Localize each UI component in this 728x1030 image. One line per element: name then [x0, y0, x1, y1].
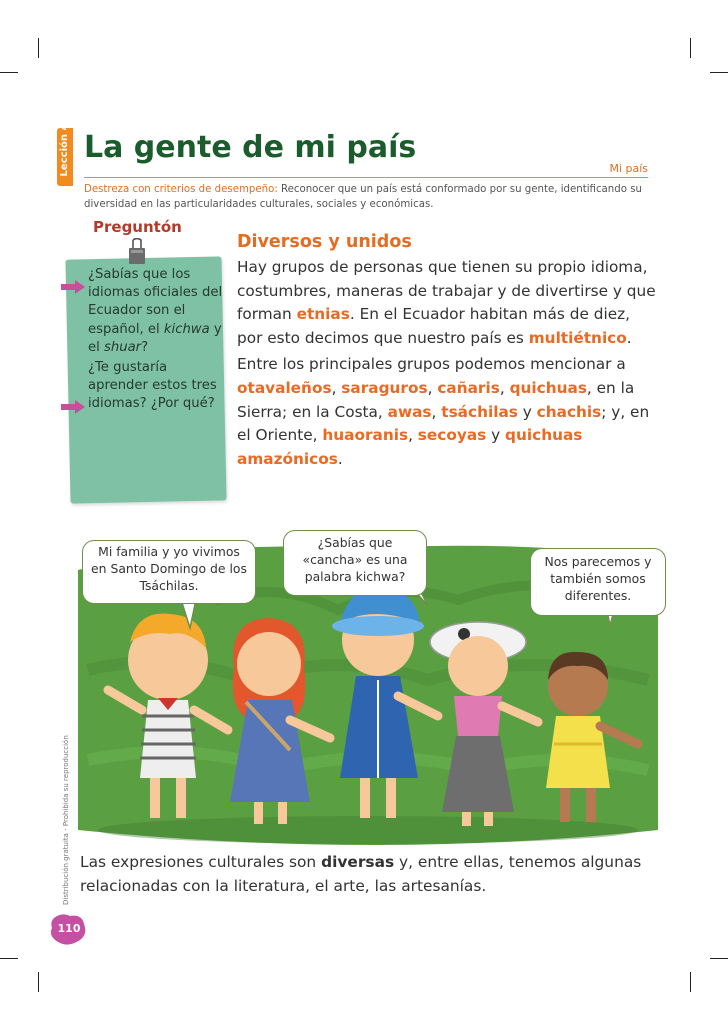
crop-mark	[710, 72, 728, 73]
crop-mark	[38, 38, 39, 58]
crop-mark	[0, 958, 18, 959]
closing-paragraph: Las expresiones culturales son diversas y, entre ellas, tenemos algunas relacionadas con la literatura, el arte, las artesanías.	[80, 853, 642, 895]
section-subtitle: Diversos y unidos	[237, 232, 412, 252]
speech-bubble-middle: ¿Sabías que «cancha» es una palabra kichwa?	[283, 530, 427, 596]
crop-mark	[690, 38, 691, 58]
speech-bubble-left: Mi familia y yo vivimos en Santo Domingo de los Tsáchilas.	[82, 540, 256, 604]
speech-bubble-right: Nos parecemos y también somos diferentes.	[530, 548, 666, 616]
binder-clip-icon	[127, 238, 147, 266]
page-title: La gente de mi país	[84, 130, 417, 165]
section-tag: Mi país	[609, 162, 648, 175]
crop-mark	[690, 972, 691, 992]
arrow-icon	[60, 399, 86, 415]
title-divider	[84, 177, 648, 178]
question-note-title: Preguntón	[93, 218, 182, 236]
question-note-text	[88, 266, 230, 416]
paragraph-1: Hay grupos de personas que tienen su propio idioma, costumbres, maneras de trabajar y de divertirse y que forman etnias. En el Ecuador habitan más de diez, por esto decimos que nuestro país es multiétnico.	[237, 258, 656, 347]
crop-mark	[710, 958, 728, 959]
skill-text: Reconocer que un país está conformado por su gente, identificando su diversidad en las particularidades culturales, sociales y económicas.	[84, 184, 642, 210]
skill-statement	[84, 182, 644, 212]
question-2: ¿Te gustaría aprender estos tres idiomas? ¿Por qué?	[88, 360, 217, 412]
lesson-label: Lección 4	[59, 123, 70, 177]
distribution-note: Distribución gratuita - Prohibida su reproducción	[62, 735, 70, 905]
arrow-icon	[60, 279, 86, 295]
paragraph-2: Entre los principales grupos podemos mencionar a otavaleños, saraguros, cañaris, quichuas, en la Sierra; en la Costa, awas, tsáchilas y chachis; y, en el Oriente, huaoranis, secoyas y quichuas amazónicos.	[237, 355, 650, 468]
crop-mark	[0, 72, 18, 73]
skill-label: Destreza con criterios de desempeño:	[84, 184, 278, 195]
page-number: 110	[57, 922, 81, 935]
section-body	[237, 256, 657, 471]
crop-mark	[38, 972, 39, 992]
question-1: ¿Sabías que los idiomas oficiales del Ecuador son el español, el kichwa y el shuar?	[88, 267, 223, 355]
